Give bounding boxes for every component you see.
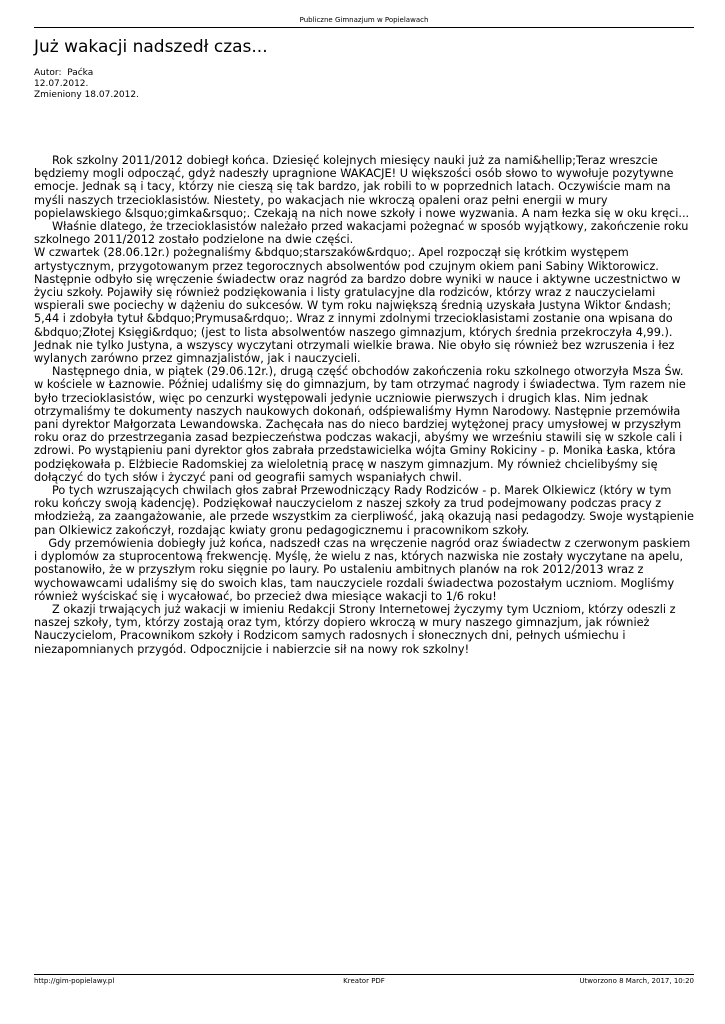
page-header: Publiczne Gimnazjum w Popielawach: [299, 16, 429, 24]
article-body: [34, 154, 694, 656]
footer-divider: [34, 974, 694, 975]
footer-site-url: http://gim-popielawy.pl: [34, 977, 115, 985]
article-paragraph: Następnego dnia, w piątek (29.06.12r.), drugą część obchodów zakończenia roku szkolnego otworzyła Msza Św. w kościele w Łaznowie. Później udaliśmy się do gimnazjum, by tam otrzymać nagrody i świadectwa. Tym razem nie było trzecioklasistów, więc po cenzurki występowali jedynie uczniowie pierwszych i drugich klas. Nim jednak otrzymaliśmy te dokumenty naszych naukowych dokonań, odśpiewaliśmy Hymn Narodowy. Następnie przemówiła pani dyrektor Małgorzata Lewandowska. Zachęcała nas do nieco bardziej wytężonej pracy umysłowej w przyszłym roku oraz do przestrzegania zasad bezpieczeństwa podczas wakacji, abyśmy we wrześniu stawili się w szkole cali i zdrowi. Po wystąpieniu pani dyrektor głos zabrała przedstawicielka wójta Gminy Rokiciny - p. Monika Łaska, która podziękowała p. Elżbiecie Radomskiej za wieloletnią pracę w naszym gimnazjum. My również chcielibyśmy się dołączyć do tych słów i życzyć pani od geografii samych wspaniałych chwil.: [34, 365, 686, 484]
article-paragraph: Z okazji trwających już wakacji w imieniu Redakcji Strony Internetowej życzymy tym Uczniom, którzy odeszli z naszej szkoły, tym, którzy zostają oraz tym, którzy dopiero wkroczą w mury naszego gimnazjum, jak również Nauczycielom, Pracownikom szkoły i Rodzicom samych radosnych i słonecznych dni, pełnych uśmiechu i niezapomnianych przygód. Odpocznijcie i nabierzcie sił na nowy rok szkolny!: [34, 602, 676, 656]
article-meta: [34, 68, 334, 101]
footer-generator: Kreator PDF: [343, 977, 385, 985]
article-paragraph: Gdy przemówienia dobiegły już końca, nadszedł czas na wręczenie nagród oraz świadectw z czerwonym paskiem i dyplomów za stuprocentową frekwencję. Myślę, że wielu z nas, których nazwiska nie zostały wyczytane na apelu, postanowiło, że w przyszłym roku sięgnie po laury. Po ustaleniu ambitnych planów na rok 2012/2013 wraz z wychowawcami udaliśmy się do swoich klas, tam nauczyciele rozdali świadectwa pozostałym uczniom. Mogliśmy również wyściskać się i wycałować, bo przecież dwa miesiące wakacji to 1/6 roku!: [34, 536, 691, 603]
article-paragraph: Po tych wzruszających chwilach głos zabrał Przewodniczący Rady Rodziców - p. Marek Olkiewicz (który w tym roku kończy swoją kadencję). Podziękował nauczycielom z naszej szkoły za trud podejmowany podczas pracy z młodzieżą, za zaangażowanie, ale przede wszystkim za cierpliwość, jaką okazują nasi pedagodzy. Swoje wystąpienie pan Olkiewicz zakończył, rozdając kwiaty gronu pedagogicznemu i pracownikom szkoły.: [34, 484, 694, 537]
page-footer: [34, 977, 694, 987]
article-paragraph: Właśnie dlatego, że trzecioklasistów należało przed wakacjami pożegnać w sposób wyjątkowy, zakończenie roku szkolnego 2011/2012 zostało podzielone na dwie części.: [34, 220, 689, 247]
article-paragraph: W czwartek (28.06.12r.) pożegnaliśmy &bdquo;starszaków&rdquo;. Apel rozpoczął się krótkim występem artystycznym, przygotowanym przez tegorocznych absolwentów pod czujnym okiem pani Sabiny Wiktorowicz. Następnie odbyło się wręczenie świadectw oraz nagród za bardzo dobre wyniki w nauce i aktywne uczestnictwo w życiu szkoły. Pojawiły się również podziękowania i listy gratulacyjne dla rodziców, którzy wraz z nauczycielami wspierali swe pociechy w dążeniu do sukcesów. W tym roku największą średnią uzyskała Justyna Wiktor &ndash; 5,44 i zdobyła tytuł &bdquo;Prymusa&rdquo;. Wraz z innymi zdolnymi trzecioklasistami zostanie ona wpisana do &bdquo;Złotej Księgi&rdquo; (jest to lista absolwentów naszego gimnazjum, których średnia przekroczyła 4,99.). Jednak nie tylko Justyna, a wszyscy wyczytani otrzymali wielkie brawa. Nie obyło się również bez wzruszenia i łez wylanych zarówno przez gimnazjalistów, jak i nauczycieli.: [34, 246, 681, 366]
article-title: Już wakacji nadszedł czas...: [34, 37, 268, 57]
created-date: 12.07.2012.: [34, 79, 89, 89]
article-paragraph: Rok szkolny 2011/2012 dobiegł końca. Dziesięć kolejnych miesięcy nauki już za nami&hellip;Teraz wreszcie będziemy mogli odpocząć, gdyż nadeszły upragnione WAKACJE! U większości osób słowo to wywołuje pozytywne emocje. Jednak są i tacy, którzy nie cieszą się tak bardzo, jak robili to w poprzednich latach. Oczywiście mam na myśli naszych trzecioklasistów. Niestety, po wakacjach nie wkroczą opaleni oraz pełni energii w mury popielawskiego &lsquo;gimka&rsquo;. Czekają na nich nowe szkoły i nowe wyzwania. A nam łezka się w oku kręci...: [34, 154, 690, 220]
author-line: Autor: Paćka: [34, 68, 94, 78]
footer-created-date: Utworzono 8 March, 2017, 10:20: [579, 977, 694, 985]
modified-line: Zmieniony 18.07.2012.: [34, 90, 139, 100]
header-divider: [34, 27, 694, 28]
